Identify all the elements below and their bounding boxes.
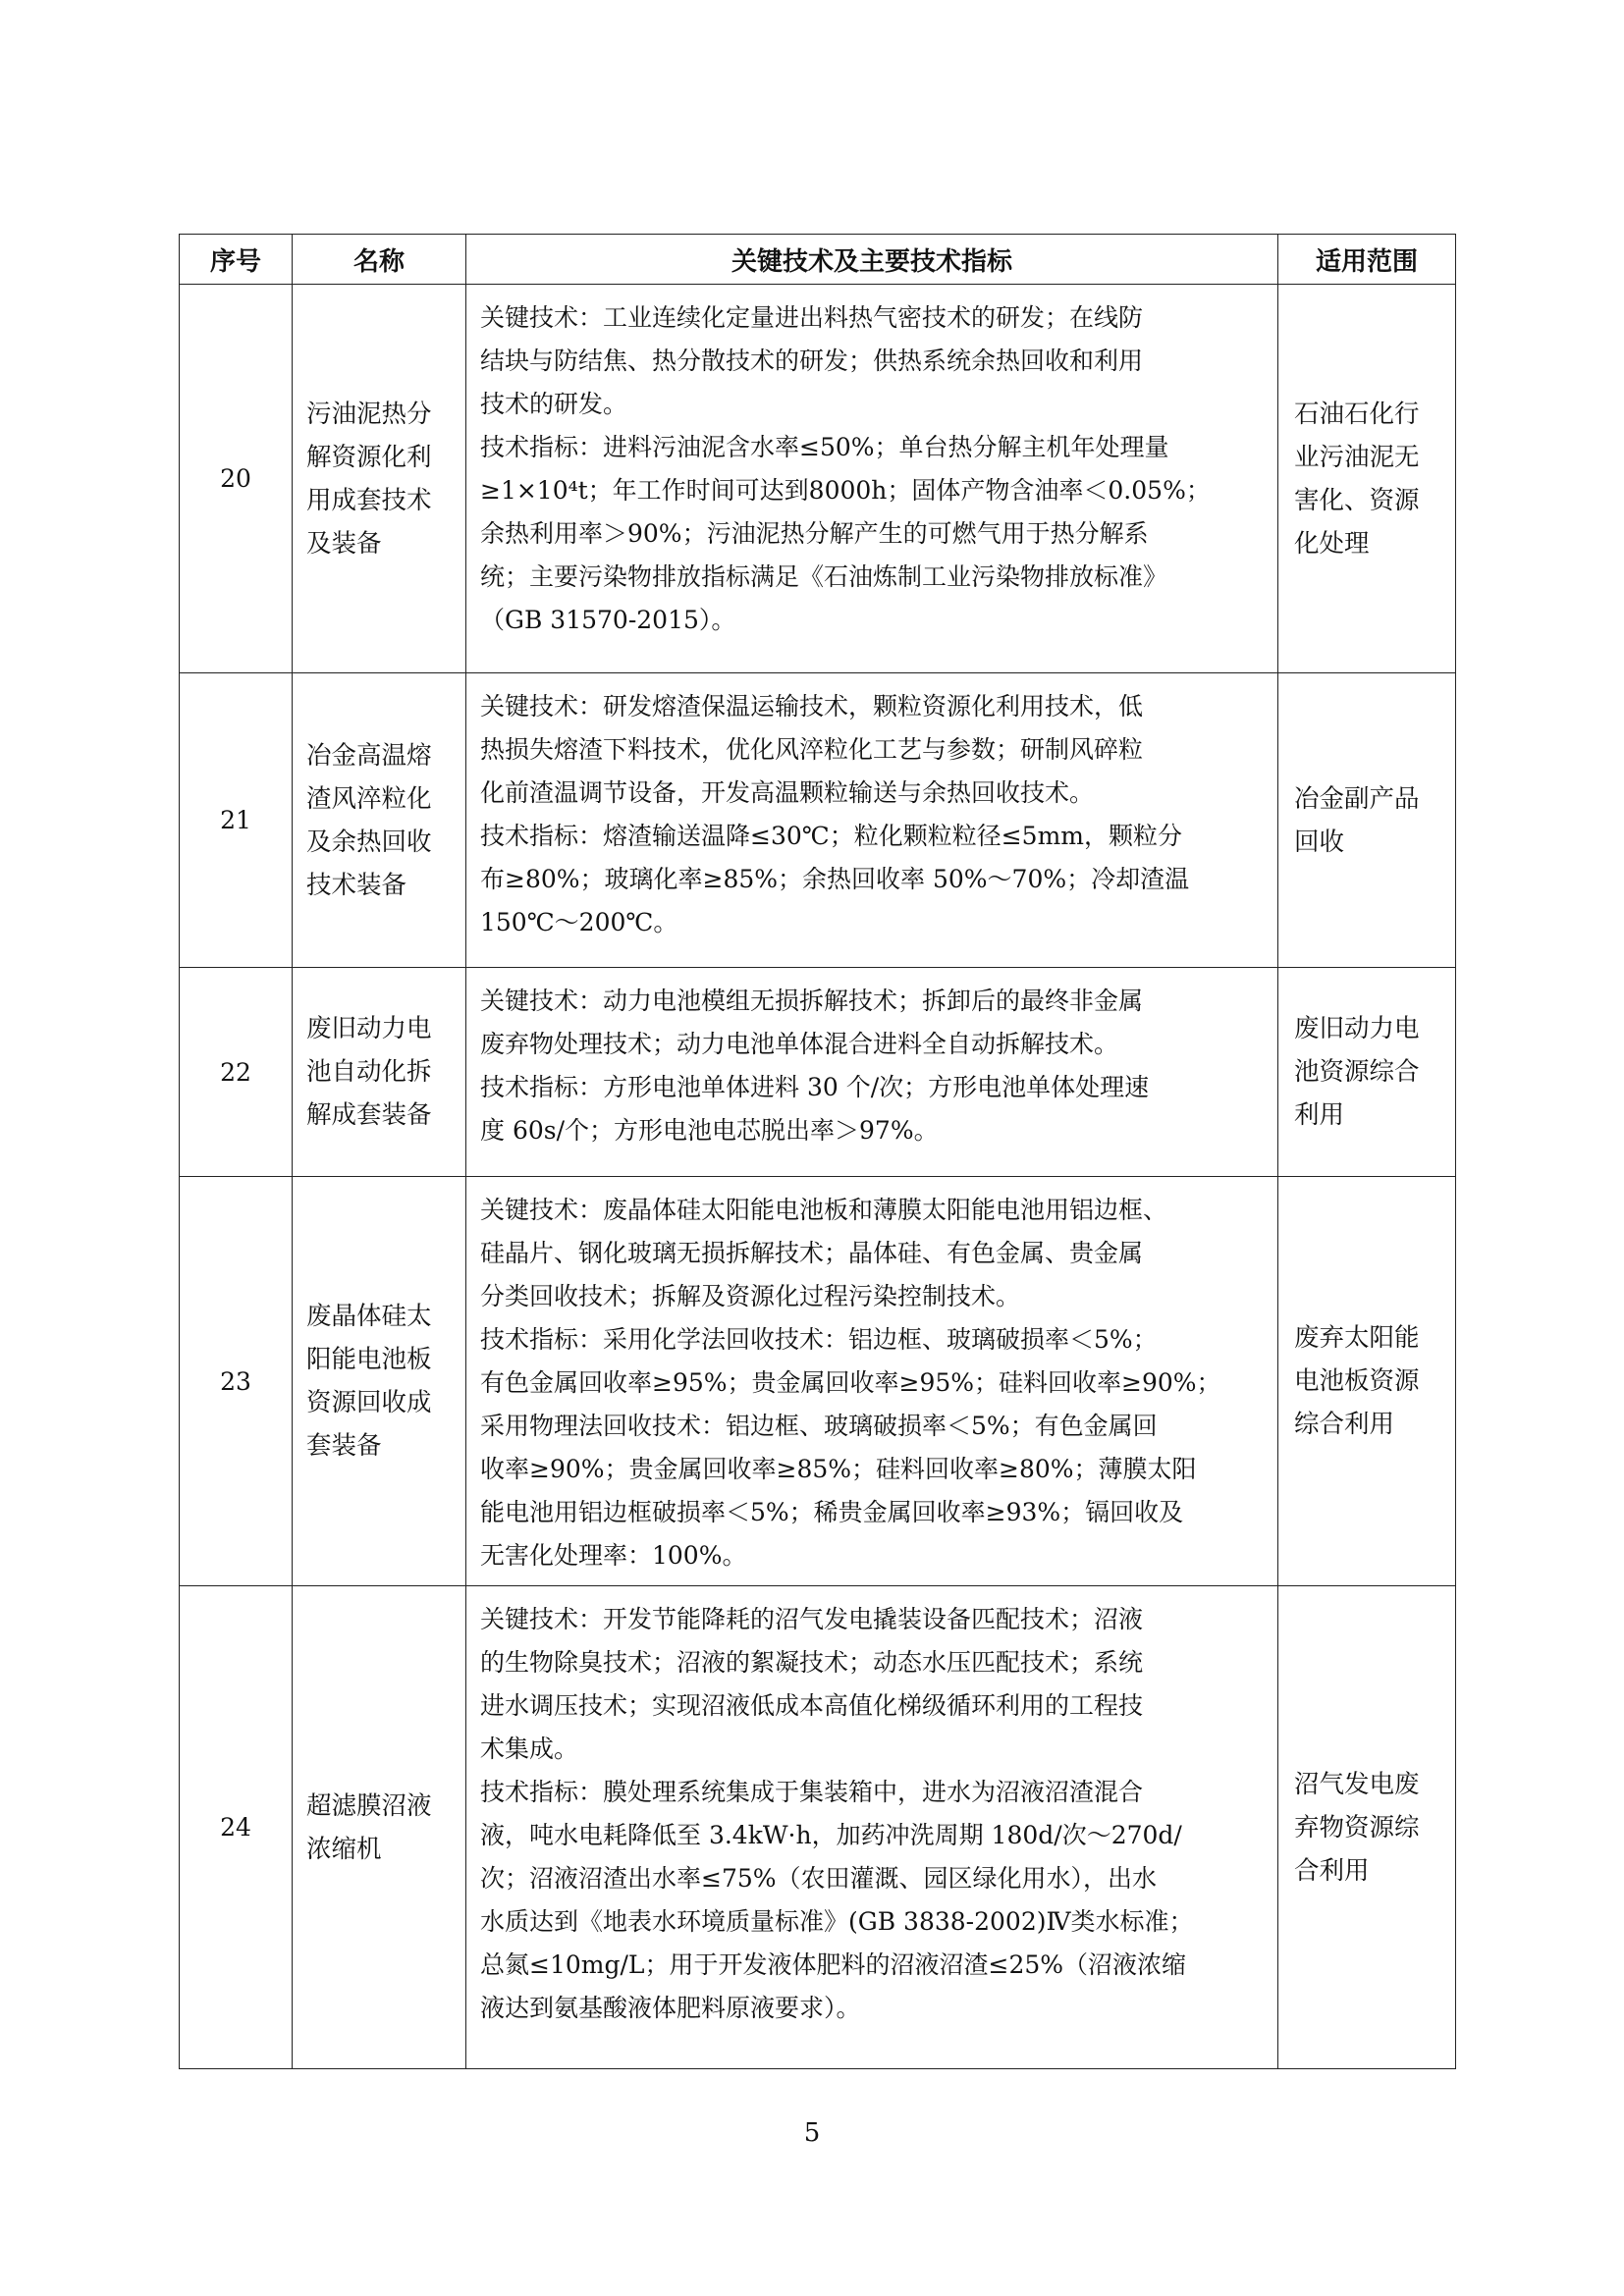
row-name-line: 及余热回收 [306, 827, 432, 857]
row-name-line: 冶金高温熔 [306, 740, 432, 771]
row-content-line: 布≥80%；玻璃化率≥85%；余热回收率 50%～70%；冷却渣温 [480, 865, 1190, 893]
row-scope-line: 利用 [1294, 1100, 1345, 1130]
row-content-line: 水质达到《地表水环境质量标准》(GB 3838-2002)Ⅳ类水标准； [480, 1907, 1194, 1936]
row-content-line: （GB 31570-2015）。 [480, 606, 736, 634]
row-name-line: 及装备 [306, 528, 382, 559]
row-content [466, 1177, 1278, 1586]
header-scope: 适用范围 [1278, 235, 1456, 285]
table-row [180, 968, 1456, 1177]
row-content-line: 技术的研发。 [480, 390, 628, 418]
table-row [180, 1586, 1456, 2069]
row-scope-line: 回收 [1294, 827, 1345, 857]
row-name-line: 废旧动力电 [306, 1014, 432, 1043]
row-name [293, 1586, 466, 2069]
row-content-line: 关键技术：研发熔渣保温运输技术，颗粒资源化利用技术，低 [480, 692, 1144, 721]
row-content-line: 技术指标：方形电池单体进料 30 个/次；方形电池单体处理速 [480, 1073, 1150, 1101]
row-content-line: 无害化处理率：100%。 [480, 1541, 747, 1570]
row-name-line: 技术装备 [306, 870, 407, 900]
row-content-line: 能电池用铝边框破损率＜5%；稀贵金属回收率≥93%；镉回收及 [480, 1498, 1184, 1526]
row-name-line: 渣风淬粒化 [306, 783, 432, 814]
row-content-line: 结块与防结焦、热分散技术的研发；供热系统余热回收和利用 [480, 347, 1144, 375]
row-number: 24 [180, 1586, 293, 2069]
row-number: 21 [180, 673, 293, 968]
row-scope [1278, 285, 1456, 673]
row-content-line: 关键技术：动力电池模组无损拆解技术；拆卸后的最终非金属 [480, 987, 1144, 1015]
row-scope-line: 冶金副产品 [1294, 783, 1420, 814]
table-row [180, 285, 1456, 673]
row-content-line: 次；沼液沼渣出水率≤75%（农田灌溉、园区绿化用水），出水 [480, 1864, 1158, 1893]
row-content-line: 术集成。 [480, 1735, 579, 1763]
row-content-line: 硅晶片、钢化玻璃无损拆解技术；晶体硅、有色金属、贵金属 [480, 1239, 1144, 1267]
row-scope-line: 电池板资源 [1294, 1366, 1420, 1396]
row-content-line: 关键技术：工业连续化定量进出料热气密技术的研发；在线防 [480, 303, 1144, 332]
row-scope-line: 合利用 [1294, 1855, 1370, 1886]
row-name-line: 资源回收成 [306, 1388, 432, 1417]
row-content [466, 1586, 1278, 2069]
row-scope-line: 石油石化行 [1294, 399, 1420, 429]
row-name [293, 285, 466, 673]
row-scope-line: 弃物资源综 [1294, 1812, 1420, 1842]
row-content-line: 总氮≤10mg/L；用于开发液体肥料的沼液沼渣≤25%（沼液浓缩 [480, 1950, 1187, 1979]
row-name-line: 解资源化利 [306, 442, 432, 472]
row-number: 23 [180, 1177, 293, 1586]
row-content [466, 673, 1278, 968]
row-name-line: 阳能电池板 [306, 1345, 432, 1374]
row-scope [1278, 1586, 1456, 2069]
row-content-line: 液，吨水电耗降低至 3.4kW·h，加药冲洗周期 180d/次～270d/ [480, 1821, 1182, 1849]
header-num: 序号 [180, 235, 293, 285]
row-scope-line: 池资源综合 [1294, 1057, 1420, 1087]
row-name-line: 解成套装备 [306, 1100, 432, 1130]
row-scope [1278, 673, 1456, 968]
row-scope-line: 废旧动力电 [1294, 1014, 1420, 1043]
row-number: 20 [180, 285, 293, 673]
row-content-line: 废弃物处理技术；动力电池单体混合进料全自动拆解技术。 [480, 1030, 1119, 1058]
header-tech: 关键技术及主要技术指标 [466, 235, 1278, 285]
row-content-line: 技术指标：膜处理系统集成于集装箱中，进水为沼液沼渣混合 [480, 1778, 1144, 1806]
table-row [180, 673, 1456, 968]
row-scope-line: 业污油泥无 [1294, 442, 1420, 472]
row-content-line: 技术指标：进料污油泥含水率≤50%；单台热分解主机年处理量 [480, 433, 1169, 461]
row-content-line: 有色金属回收率≥95%；贵金属回收率≥95%；硅料回收率≥90%； [480, 1368, 1221, 1397]
row-scope-line: 害化、资源 [1294, 485, 1420, 515]
row-content-line: 采用物理法回收技术：铝边框、玻璃破损率＜5%；有色金属回 [480, 1412, 1158, 1440]
row-scope [1278, 1177, 1456, 1586]
row-scope-line: 废弃太阳能 [1294, 1323, 1420, 1353]
table-row [180, 1177, 1456, 1586]
row-content-line: 的生物除臭技术；沼液的絮凝技术；动态水压匹配技术；系统 [480, 1648, 1144, 1677]
row-content-line: 150℃～200℃。 [480, 908, 678, 936]
header-name: 名称 [293, 235, 466, 285]
table-header-row [180, 235, 1456, 285]
row-content [466, 285, 1278, 673]
row-content-line: 关键技术：废晶体硅太阳能电池板和薄膜太阳能电池用铝边框、 [480, 1196, 1168, 1224]
row-content-line: 进水调压技术；实现沼液低成本高值化梯级循环利用的工程技 [480, 1691, 1144, 1720]
row-content-line: 技术指标：采用化学法回收技术：铝边框、玻璃破损率＜5%； [480, 1325, 1158, 1354]
row-content-line: 度 60s/个；方形电池电芯脱出率＞97%。 [480, 1116, 939, 1145]
page-number: 5 [803, 2118, 821, 2148]
row-content-line: ≥1×10⁴t；年工作时间可达到8000h；固体产物含油率＜0.05%； [480, 476, 1211, 505]
technology-table [179, 234, 1456, 2069]
row-content-line: 余热利用率＞90%；污油泥热分解产生的可燃气用于热分解系 [480, 519, 1149, 548]
row-name [293, 968, 466, 1177]
row-name [293, 1177, 466, 1586]
row-content-line: 液达到氨基酸液体肥料原液要求）。 [480, 1994, 861, 2022]
row-name-line: 池自动化拆 [306, 1057, 432, 1087]
row-content-line: 分类回收技术；拆解及资源化过程污染控制技术。 [480, 1282, 1021, 1310]
row-content-line: 统；主要污染物排放指标满足《石油炼制工业污染物排放标准》 [480, 562, 1168, 591]
row-content-line: 技术指标：熔渣输送温降≤30℃；粒化颗粒粒径≤5mm，颗粒分 [480, 822, 1182, 850]
row-content-line: 化前渣温调节设备，开发高温颗粒输送与余热回收技术。 [480, 778, 1095, 807]
row-name-line: 套装备 [306, 1431, 382, 1461]
row-name-line: 超滤膜沼液 [306, 1790, 432, 1821]
row-name-line: 污油泥热分 [306, 399, 432, 429]
row-name-line: 废晶体硅太 [306, 1302, 432, 1331]
row-content [466, 968, 1278, 1177]
row-content-line: 热损失熔渣下料技术，优化风淬粒化工艺与参数；研制风碎粒 [480, 735, 1144, 764]
row-scope-line: 综合利用 [1294, 1410, 1395, 1439]
row-scope-line: 沼气发电废 [1294, 1769, 1420, 1799]
row-name-line: 浓缩机 [306, 1834, 382, 1864]
row-content-line: 收率≥90%；贵金属回收率≥85%；硅料回收率≥80%；薄膜太阳 [480, 1455, 1197, 1483]
row-name [293, 673, 466, 968]
row-name-line: 用成套技术 [306, 485, 432, 515]
row-content-line: 关键技术：开发节能降耗的沼气发电撬装设备匹配技术；沼液 [480, 1605, 1144, 1633]
row-scope-line: 化处理 [1294, 528, 1370, 559]
row-scope [1278, 968, 1456, 1177]
row-number: 22 [180, 968, 293, 1177]
